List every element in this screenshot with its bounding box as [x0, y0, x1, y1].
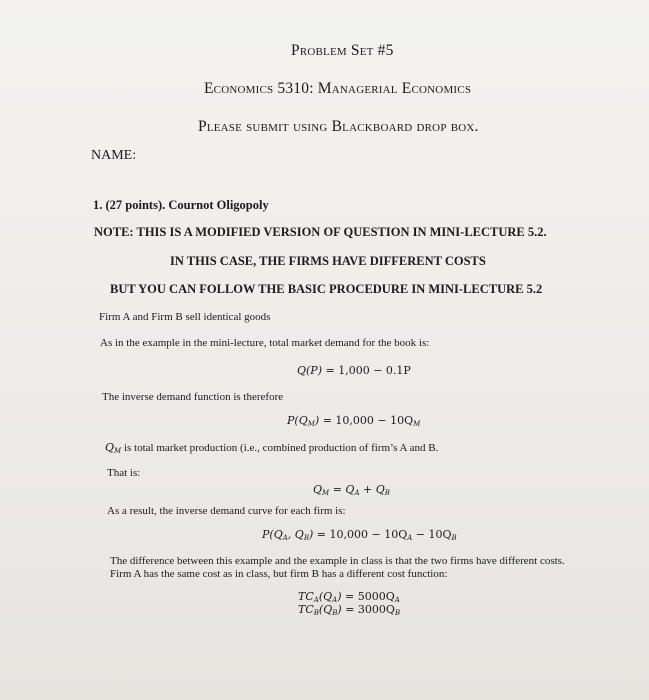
difference-line-2: Firm A has the same cost as in class, but firm B has a different cost function:: [110, 568, 448, 580]
name-label: NAME:: [91, 148, 137, 163]
note-line-3: BUT YOU CAN FOLLOW THE BASIC PROCEDURE IN MINI-LECTURE 5.2: [110, 282, 543, 296]
qm-definition: $Q_M$ is total market production (i.e., combined production of firm’s A and B.: [105, 441, 439, 455]
inverse-intro: The inverse demand function is therefore: [102, 391, 284, 403]
that-is-label: That is:: [107, 467, 141, 479]
difference-line-1: The difference between this example and the example in class is that the two firms have different costs.: [110, 555, 565, 567]
demand-intro: As in the example in the mini-lecture, total market demand for the book is:: [100, 337, 430, 349]
demand-equation: Q(P) = 1,000 − 0.1P: [297, 364, 411, 377]
cost-function-a: $TC_A(Q_A) = 5000Q_A$: [298, 590, 400, 604]
problem-set-title: Problem Set #5: [291, 42, 394, 59]
note-line-1: NOTE: THIS IS A MODIFIED VERSION OF QUESTION IN MINI-LECTURE 5.2.: [94, 225, 547, 239]
problem-heading: 1. (27 points). Cournot Oligopoly: [93, 198, 269, 212]
cost-function-b: $TC_B(Q_B) = 3000Q_B$: [298, 603, 401, 617]
inverse-demand-equation: $P(Q_M) = 10,000 - 10Q_M$: [287, 414, 421, 428]
firm-inverse-demand-equation: $P(Q_A$, $Q_B) = 10,000 - 10Q_A - 10Q_B$: [262, 528, 457, 542]
firms-text: Firm A and Firm B sell identical goods: [99, 311, 271, 323]
result-intro: As a result, the inverse demand curve for each firm is:: [107, 505, 346, 517]
note-line-2: IN THIS CASE, THE FIRMS HAVE DIFFERENT COSTS: [170, 254, 486, 268]
total-production-equation: $Q_M = Q_A + Q_B$: [313, 483, 390, 497]
submission-instruction: Please submit using Blackboard drop box.: [198, 118, 479, 135]
course-title: Economics 5310: Managerial Economics: [204, 80, 472, 97]
